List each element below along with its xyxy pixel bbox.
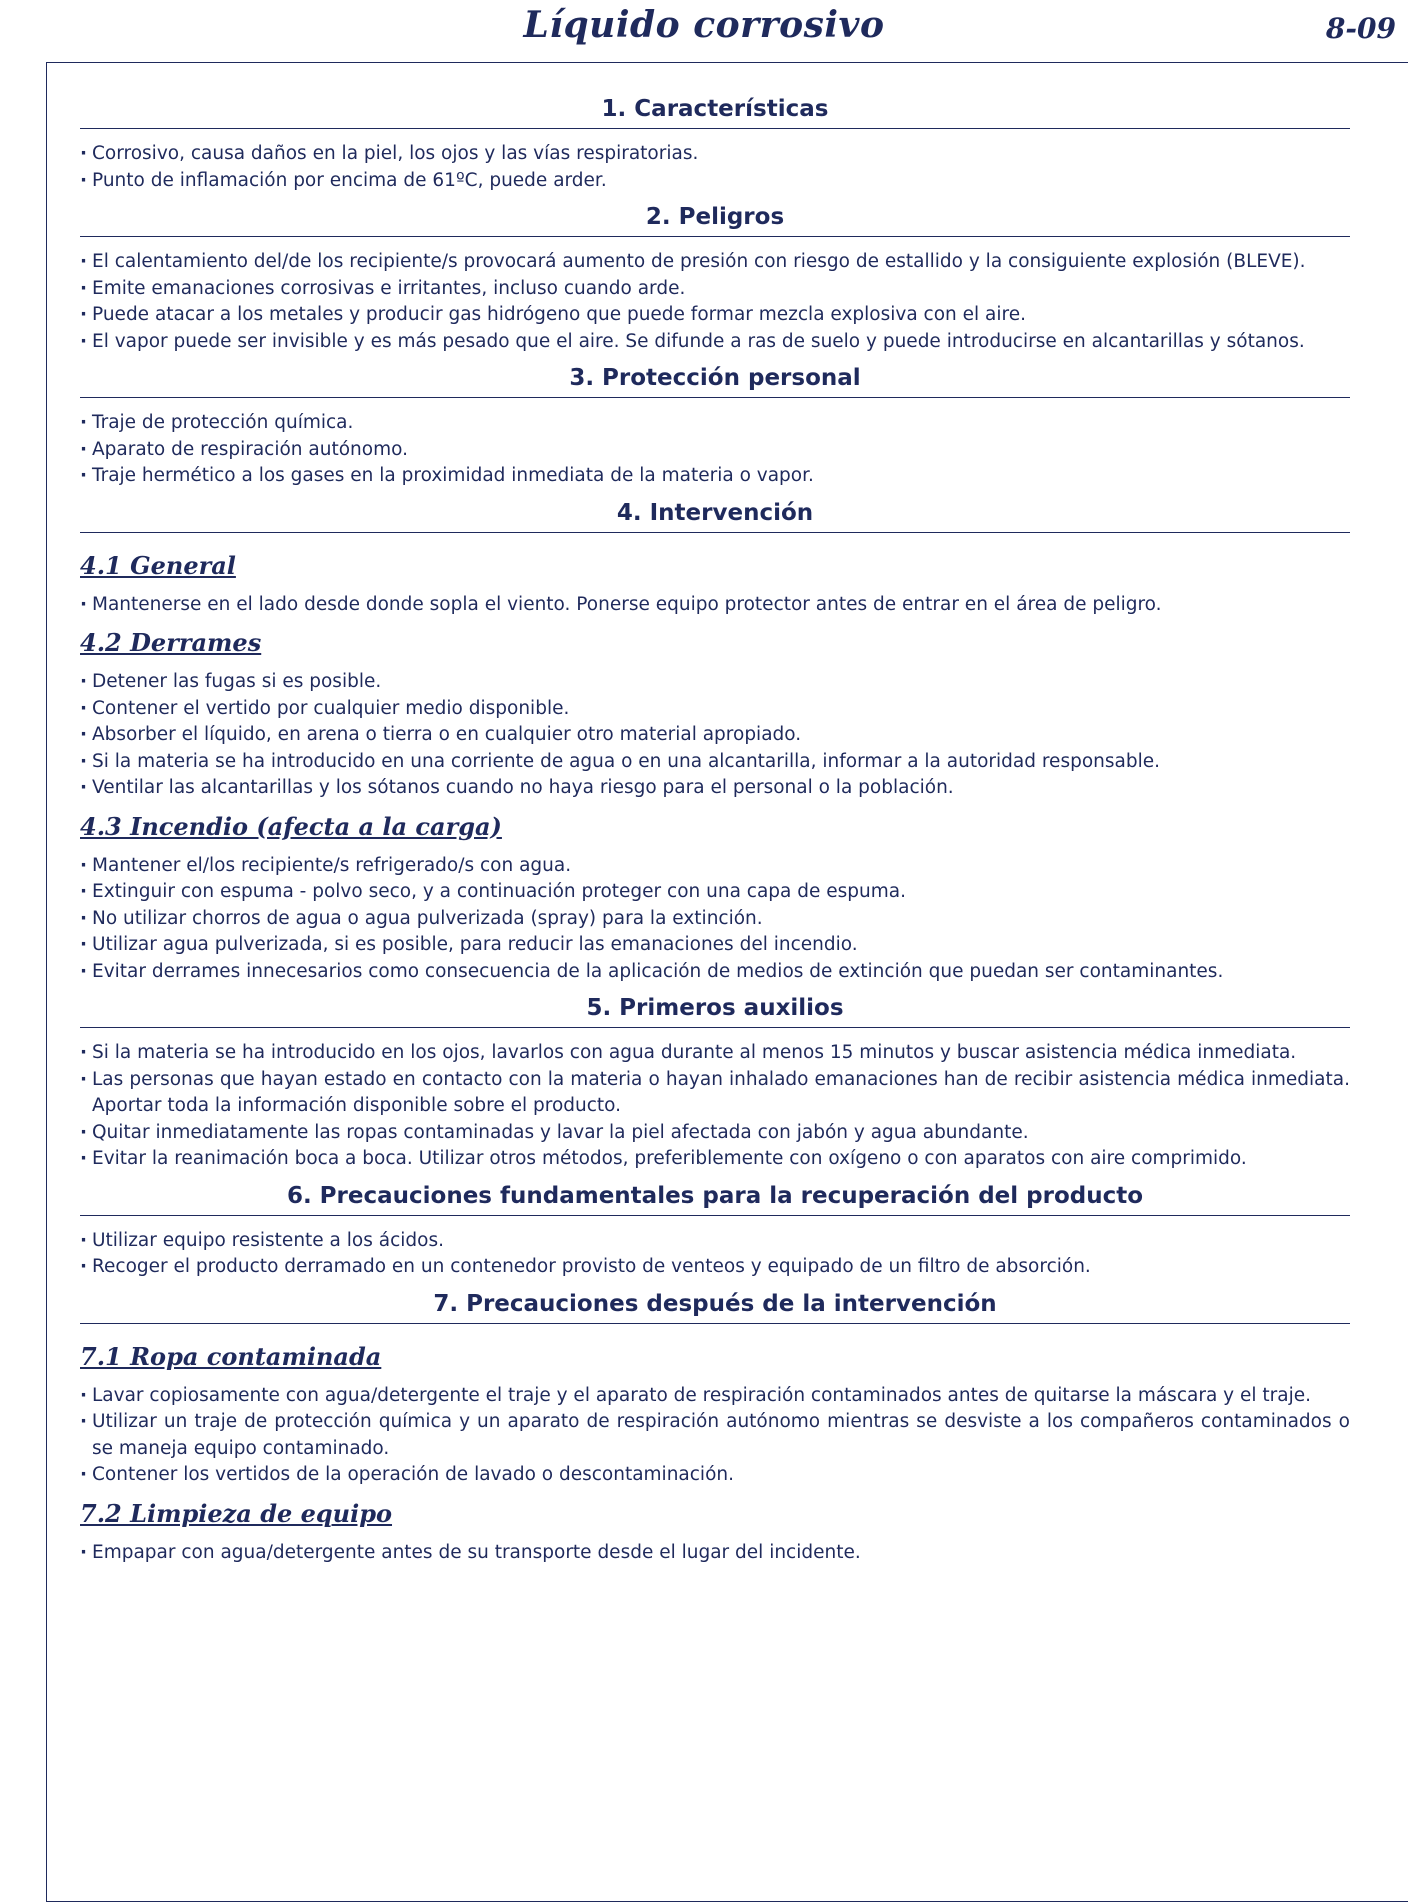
list-item: · Ventilar las alcantarillas y los sótanos cuando no haya riesgo para el personal o la población. — [80, 775, 1350, 802]
list-item: · Emite emanaciones corrosivas e irritantes, incluso cuando arde. — [80, 276, 1350, 303]
list-incendio — [80, 853, 1350, 986]
list-item: · Corrosivo, causa daños en la piel, los ojos y las vías respiratorias. — [80, 141, 1350, 168]
section-title-primeros-auxilios: 5. Primeros auxilios — [80, 995, 1350, 1028]
list-primeros-auxilios — [80, 1040, 1350, 1173]
list-derrames — [80, 669, 1350, 802]
list-item: · Utilizar equipo resistente a los ácidos. — [80, 1228, 1350, 1255]
section-title-despues-intervencion: 7. Precauciones después de la intervención — [80, 1291, 1350, 1324]
list-item: · Evitar derrames innecesarios como consecuencia de la aplicación de medios de extinción que puedan ser contaminantes. — [80, 959, 1350, 986]
page-code: 8-09 — [1325, 12, 1396, 45]
list-item: · Recoger el producto derramado en un contenedor provisto de venteos y equipado de un filtro de absorción. — [80, 1254, 1350, 1281]
list-item: · Traje hermético a los gases en la proximidad inmediata de la materia o vapor. — [80, 463, 1350, 490]
list-item: · Las personas que hayan estado en contacto con la materia o hayan inhalado emanaciones han de recibir asistencia médica inmediata. Aportar toda la información disponible sobre el producto. — [80, 1067, 1350, 1120]
list-item: · Punto de inflamación por encima de 61ºC, puede arder. — [80, 168, 1350, 195]
list-item: · Lavar copiosamente con agua/detergente el traje y el aparato de respiración contaminados antes de quitarse la máscara y el traje. — [80, 1383, 1350, 1410]
list-ropa — [80, 1383, 1350, 1489]
list-item: · Mantenerse en el lado desde donde sopla el viento. Ponerse equipo protector antes de entrar en el área de peligro. — [80, 592, 1350, 619]
list-item: · Aparato de respiración autónomo. — [80, 437, 1350, 464]
list-item: · No utilizar chorros de agua o agua pulverizada (spray) para la extinción. — [80, 906, 1350, 933]
list-item: · Traje de protección química. — [80, 410, 1350, 437]
section-title-recuperacion: 6. Precauciones fundamentales para la recuperación del producto — [80, 1183, 1350, 1216]
section-title-caracteristicas: 1. Características — [80, 96, 1350, 129]
section-title-proteccion: 3. Protección personal — [80, 365, 1350, 398]
list-item: · Extinguir con espuma - polvo seco, y a continuación proteger con una capa de espuma. — [80, 879, 1350, 906]
list-item: · Evitar la reanimación boca a boca. Utilizar otros métodos, preferiblemente con oxígeno o con aparatos con aire comprimido. — [80, 1146, 1350, 1173]
list-peligros — [80, 249, 1350, 355]
list-item: · Contener el vertido por cualquier medio disponible. — [80, 696, 1350, 723]
list-item: · Detener las fugas si es posible. — [80, 669, 1350, 696]
list-item: · El calentamiento del/de los recipiente/s provocará aumento de presión con riesgo de estallido y la consiguiente explosión (BLEVE). — [80, 249, 1350, 276]
document-content — [80, 96, 1350, 1576]
subsection-title-incendio: 4.3 Incendio (afecta a la carga) — [80, 811, 502, 841]
list-item: · Empapar con agua/detergente antes de su transporte desde el lugar del incidente. — [80, 1540, 1350, 1567]
list-item: · Utilizar agua pulverizada, si es posible, para reducir las emanaciones del incendio. — [80, 932, 1350, 959]
list-item: · Absorber el líquido, en arena o tierra o en cualquier otro material apropiado. — [80, 722, 1350, 749]
list-item: · Utilizar un traje de protección química y un aparato de respiración autónomo mientras se desviste a los compañeros contaminados o se maneja equipo contaminado. — [80, 1409, 1350, 1462]
list-proteccion — [80, 410, 1350, 490]
list-general — [80, 592, 1350, 619]
section-title-peligros: 2. Peligros — [80, 204, 1350, 237]
subsection-title-ropa: 7.1 Ropa contaminada — [80, 1341, 382, 1371]
subsection-title-general: 4.1 General — [80, 550, 236, 580]
list-item: · Contener los vertidos de la operación de lavado o descontaminación. — [80, 1462, 1350, 1489]
list-item: · Si la materia se ha introducido en los ojos, lavarlos con agua durante al menos 15 minutos y buscar asistencia médica inmediata. — [80, 1040, 1350, 1067]
subsection-title-derrames: 4.2 Derrames — [80, 628, 262, 657]
section-title-intervencion: 4. Intervención — [80, 500, 1350, 533]
list-item: · El vapor puede ser invisible y es más pesado que el aire. Se difunde a ras de suelo y puede introducirse en alcantarillas y sótanos. — [80, 329, 1350, 356]
page-title: Líquido corrosivo — [523, 4, 885, 46]
list-limpieza — [80, 1540, 1350, 1567]
subsection-title-limpieza: 7.2 Limpieza de equipo — [80, 1498, 393, 1528]
list-item: · Puede atacar a los metales y producir gas hidrógeno que puede formar mezcla explosiva con el aire. — [80, 302, 1350, 329]
list-item: · Mantener el/los recipiente/s refrigerado/s con agua. — [80, 853, 1350, 880]
list-item: · Si la materia se ha introducido en una corriente de agua o en una alcantarilla, informar a la autoridad responsable. — [80, 749, 1350, 776]
list-item: · Quitar inmediatamente las ropas contaminadas y lavar la piel afectada con jabón y agua abundante. — [80, 1120, 1350, 1147]
list-caracteristicas — [80, 141, 1350, 194]
list-recuperacion — [80, 1228, 1350, 1281]
